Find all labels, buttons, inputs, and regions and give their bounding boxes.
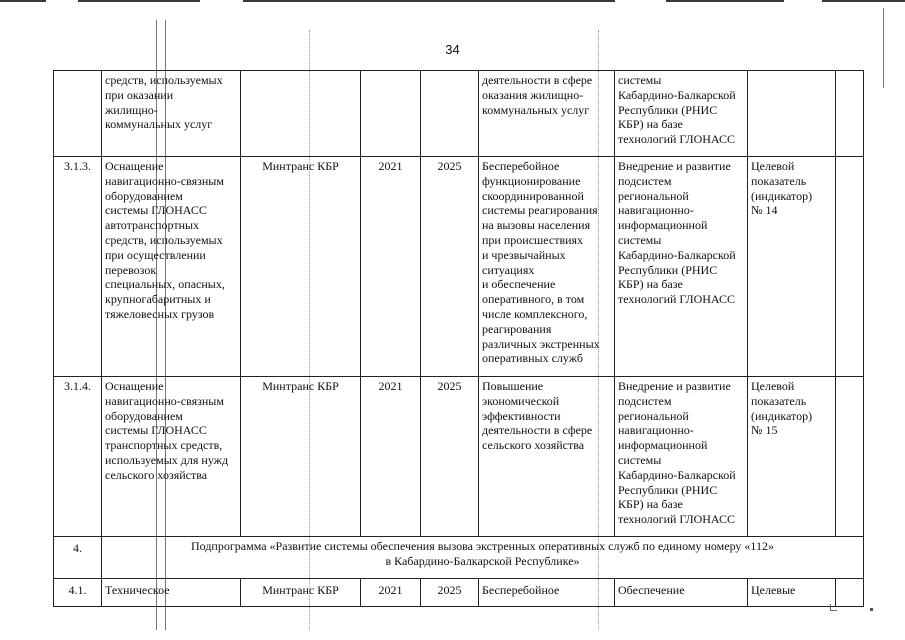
cell-end-year: 2025 — [421, 157, 479, 377]
scan-artifact-line — [822, 0, 905, 2]
cell-start-year: 2021 — [361, 157, 421, 377]
cell-indicator: Целевой показатель (индикатор) № 14 — [748, 157, 836, 377]
cell-indicator — [748, 71, 836, 157]
cell-direction: Обеспечение — [615, 579, 748, 607]
cell-start-year: 2021 — [361, 377, 421, 537]
cell-measure-name: Техническое — [102, 579, 241, 607]
cell-executor: Минтранс КБР — [241, 579, 361, 607]
cell-expected-result: Бесперебойное функционирование скоординированной системы реагирования на вызовы населения при происшествиях и чрезвычайных ситуациях и обеспечение оперативного, в том числе комплексного, реагирования различных экстренных оперативных служб — [479, 157, 615, 377]
scan-corner-mark — [870, 608, 873, 611]
cell-extra — [836, 157, 864, 377]
cell-num: 4.1. — [54, 579, 102, 607]
cell-extra — [836, 579, 864, 607]
cell-num — [54, 71, 102, 157]
cell-executor — [241, 71, 361, 157]
scan-artifact-line — [78, 0, 200, 2]
cell-expected-result: Повышение экономической эффективности деятельности в сфере сельского хозяйства — [479, 377, 615, 537]
cell-direction: Внедрение и развитие подсистем региональной навигационно- информационной системы Кабардино-Балкарской Республики (РНИС КБР) на базе технологий ГЛОНАСС — [615, 377, 748, 537]
table-row — [54, 579, 864, 607]
program-measures-table — [53, 70, 864, 607]
scan-artifact-line — [666, 0, 784, 2]
cell-executor: Минтранс КБР — [241, 377, 361, 537]
cell-end-year: 2025 — [421, 579, 479, 607]
subprogram-row — [54, 537, 864, 579]
cell-measure-name: средств, используемых при оказании жилищно- коммунальных услуг — [102, 71, 241, 157]
scan-artifact-line — [243, 0, 615, 2]
cell-direction: системы Кабардино-Балкарской Республики (РНИС КБР) на базе технологий ГЛОНАСС — [615, 71, 748, 157]
table-row — [54, 157, 864, 377]
cell-executor: Минтранс КБР — [241, 157, 361, 377]
cell-end-year: 2025 — [421, 377, 479, 537]
cell-num: 4. — [54, 537, 102, 579]
scan-corner-mark — [830, 604, 837, 611]
cell-indicator: Целевые — [748, 579, 836, 607]
cell-num: 3.1.4. — [54, 377, 102, 537]
cell-measure-name: Оснащение навигационно-связным оборудованием системы ГЛОНАСС транспортных средств, используемых для нужд сельского хозяйства — [102, 377, 241, 537]
cell-end-year — [421, 71, 479, 157]
cell-extra — [836, 71, 864, 157]
cell-num: 3.1.3. — [54, 157, 102, 377]
scan-artifact-line — [0, 0, 46, 2]
cell-expected-result: деятельности в сфере оказания жилищно- коммунальных услуг — [479, 71, 615, 157]
cell-indicator: Целевой показатель (индикатор) № 15 — [748, 377, 836, 537]
subprogram-title: Подпрограмма «Развитие системы обеспечения вызова экстренных оперативных служб по единому номеру «112» в Кабардино-Балкарской Республике» — [102, 537, 864, 579]
page-number: 34 — [445, 42, 460, 57]
table-row-continued — [54, 71, 864, 157]
cell-direction: Внедрение и развитие подсистем региональной навигационно- информационной системы Кабардино-Балкарской Республики (РНИС КБР) на базе технологий ГЛОНАСС — [615, 157, 748, 377]
cell-start-year — [361, 71, 421, 157]
cell-start-year: 2021 — [361, 579, 421, 607]
cell-measure-name: Оснащение навигационно-связным оборудованием системы ГЛОНАСС автотранспортных средств, используемых при осуществлении перевозок специальных, опасных, крупногабаритных и тяжеловесных грузов — [102, 157, 241, 377]
table-row — [54, 377, 864, 537]
cell-expected-result: Бесперебойное — [479, 579, 615, 607]
cell-extra — [836, 377, 864, 537]
